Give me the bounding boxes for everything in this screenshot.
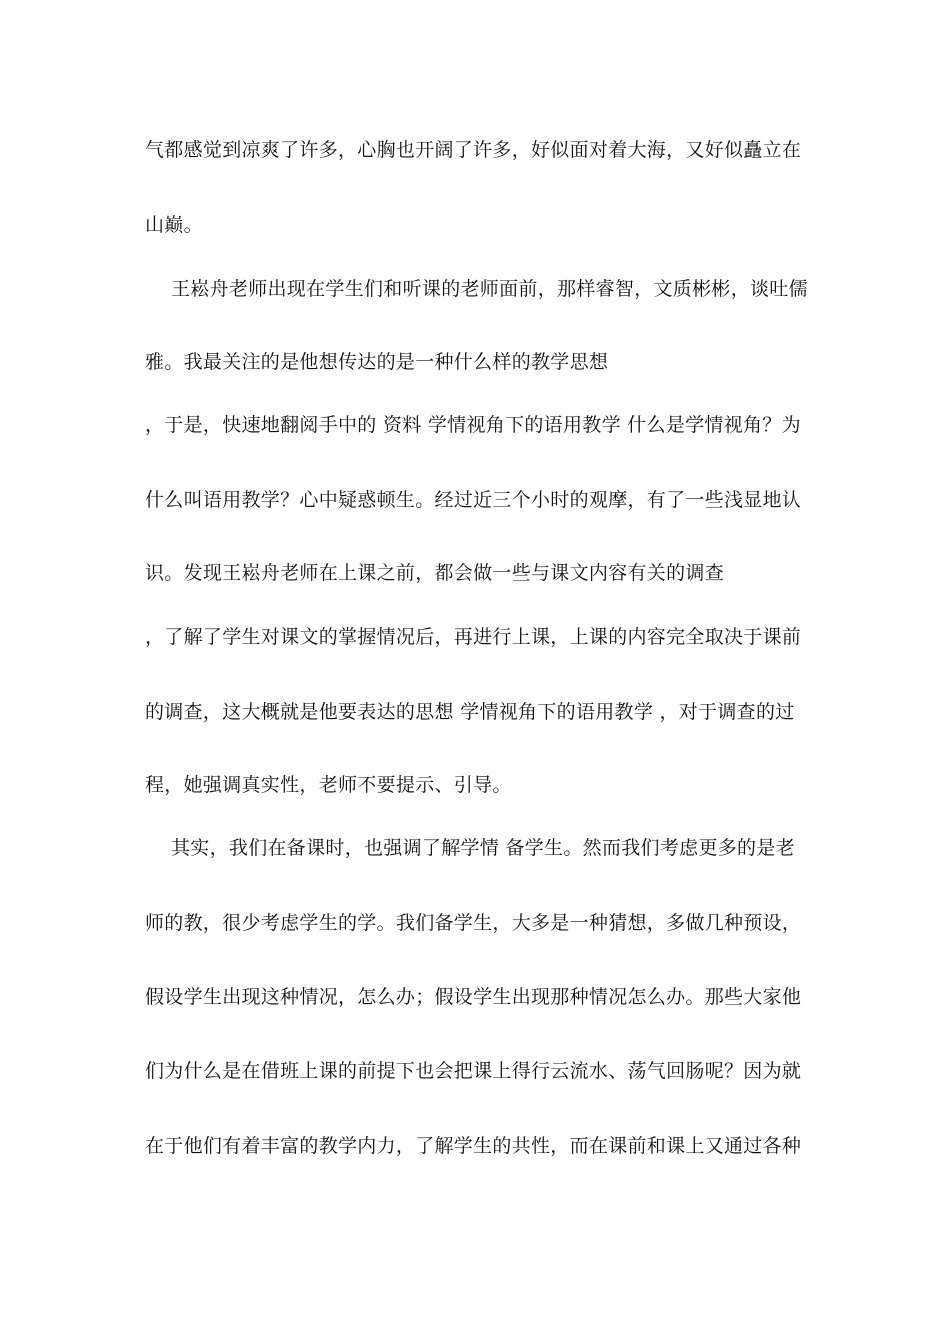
text-line-7: 识。发现王崧舟老师在上课之前，都会做一些与课文内容有关的调查	[145, 562, 725, 584]
text-line-12: 师的教，很少考虑学生的学。我们备学生，大多是一种猜想，多做几种预设，	[145, 912, 802, 934]
text-line-8: ，了解了学生对课文的掌握情况后，再进行上课，上课的内容完全取决于课前	[145, 626, 802, 648]
text-line-13: 假设学生出现这种情况，怎么办；假设学生出现那种情况怎么办。那些大家他	[145, 986, 802, 1008]
text-line-14: 们为什么是在借班上课的前提下也会把课上得行云流水、荡气回肠呢？因为就	[145, 1060, 802, 1082]
text-line-10: 程，她强调真实性，老师不要提示、引导。	[145, 774, 512, 796]
text-line-15: 在于他们有着丰富的教学内力，了解学生的共性，而在课前和课上又通过各种	[145, 1135, 802, 1157]
text-line-3: 王崧舟老师出现在学生们和听课的老师面前，那样睿智，文质彬彬，谈吐儒	[171, 278, 808, 300]
text-line-1: 气都感觉到凉爽了许多，心胸也开阔了许多，好似面对着大海，又好似矗立在	[145, 139, 802, 161]
text-line-2: 山巅。	[145, 214, 203, 236]
text-line-11: 其实，我们在备课时，也强调了解学情 备学生。然而我们考虑更多的是老	[171, 837, 795, 859]
text-line-5: ，于是，快速地翻阅手中的 资料 学情视角下的语用教学 什么是学情视角？为	[145, 414, 801, 436]
text-line-6: 什么叫语用教学？心中疑惑顿生。经过近三个小时的观摩，有了一些浅显地认	[145, 489, 802, 511]
text-line-9: 的调查，这大概就是他要表达的思想 学情视角下的语用教学 ，对于调查的过	[145, 701, 795, 723]
text-line-4: 雅。我最关注的是他想传达的是一种什么样的教学思想	[145, 351, 609, 373]
